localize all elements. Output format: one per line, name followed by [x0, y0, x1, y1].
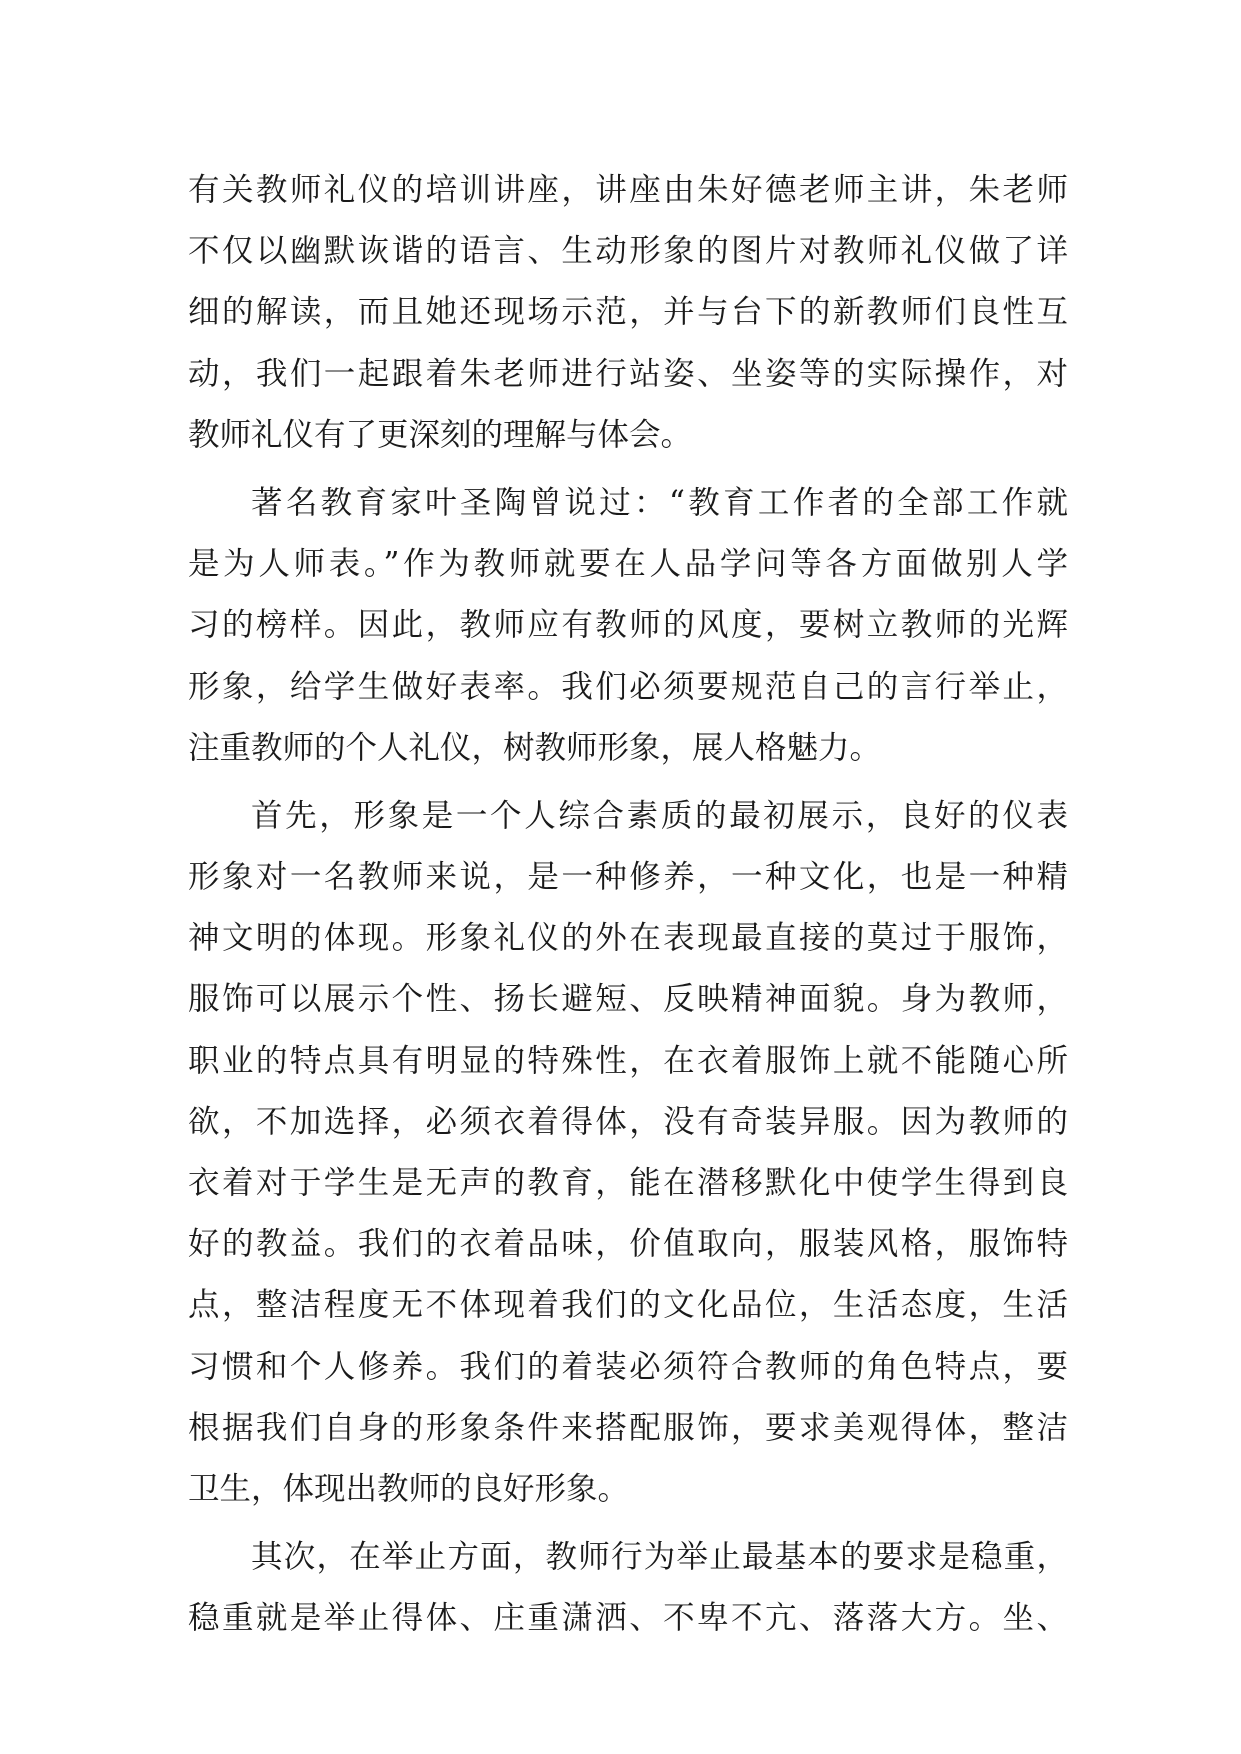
text-line: 习的榜样。因此，教师应有教师的风度，要树立教师的光辉 — [188, 607, 1068, 644]
text-line: 习惯和个人修养。我们的着装必须符合教师的角色特点，要 — [188, 1348, 1068, 1385]
text-line: 不仅以幽默诙谐的语言、生动形象的图片对教师礼仪做了详 — [188, 233, 1068, 270]
paragraph-2 — [188, 473, 1068, 779]
paragraph-1 — [188, 160, 1068, 466]
text-line: 其次，在举止方面，教师行为举止最基本的要求是稳重， — [251, 1539, 1068, 1576]
text-line: 欲，不加选择，必须衣着得体，没有奇装异服。因为教师的 — [188, 1103, 1068, 1140]
text-line: 有关教师礼仪的培训讲座，讲座由朱好德老师主讲，朱老师 — [188, 172, 1068, 208]
text-line: 卫生，体现出教师的良好形象。 — [188, 1470, 630, 1507]
text-line: 好的教益。我们的衣着品味，价值取向，服装风格，服饰特 — [188, 1226, 1068, 1263]
text-line: 细的解读，而且她还现场示范，并与台下的新教师们良性互 — [188, 294, 1068, 331]
text-line: 动，我们一起跟着朱老师进行站姿、坐姿等的实际操作，对 — [188, 355, 1068, 392]
text-line: 首先，形象是一个人综合素质的最初展示，良好的仪表 — [251, 797, 1068, 834]
text-line: 教师礼仪有了更深刻的理解与体会。 — [188, 416, 693, 453]
text-line: 根据我们自身的形象条件来搭配服饰，要求美观得体，整洁 — [188, 1409, 1068, 1446]
text-line: 是为人师表。”作为教师就要在人品学问等各方面做别人学 — [188, 546, 1068, 583]
text-line: 形象，给学生做好表率。我们必须要规范自己的言行举止， — [188, 668, 1068, 705]
text-line: 稳重就是举止得体、庄重潇洒、不卑不亢、落落大方。坐、 — [188, 1600, 1068, 1637]
text-line: 职业的特点具有明显的特殊性，在衣着服饰上就不能随心所 — [188, 1042, 1068, 1079]
text-line: 点，整洁程度无不体现着我们的文化品位，生活态度，生活 — [188, 1287, 1068, 1324]
paragraph-3 — [188, 786, 1068, 1520]
text-line: 衣着对于学生是无声的教育，能在潜移默化中使学生得到良 — [188, 1165, 1068, 1201]
text-line: 注重教师的个人礼仪，树教师形象，展人格魅力。 — [188, 729, 882, 766]
text-line: 服饰可以展示个性、扬长避短、反映精神面貌。身为教师， — [188, 981, 1068, 1018]
text-line: 著名教育家叶圣陶曾说过：“教育工作者的全部工作就 — [251, 484, 1068, 521]
text-line: 形象对一名教师来说，是一种修养，一种文化，也是一种精 — [188, 859, 1068, 896]
paragraph-4 — [188, 1527, 1068, 1649]
body-text — [188, 160, 1068, 1650]
text-line: 神文明的体现。形象礼仪的外在表现最直接的莫过于服饰， — [188, 920, 1068, 957]
